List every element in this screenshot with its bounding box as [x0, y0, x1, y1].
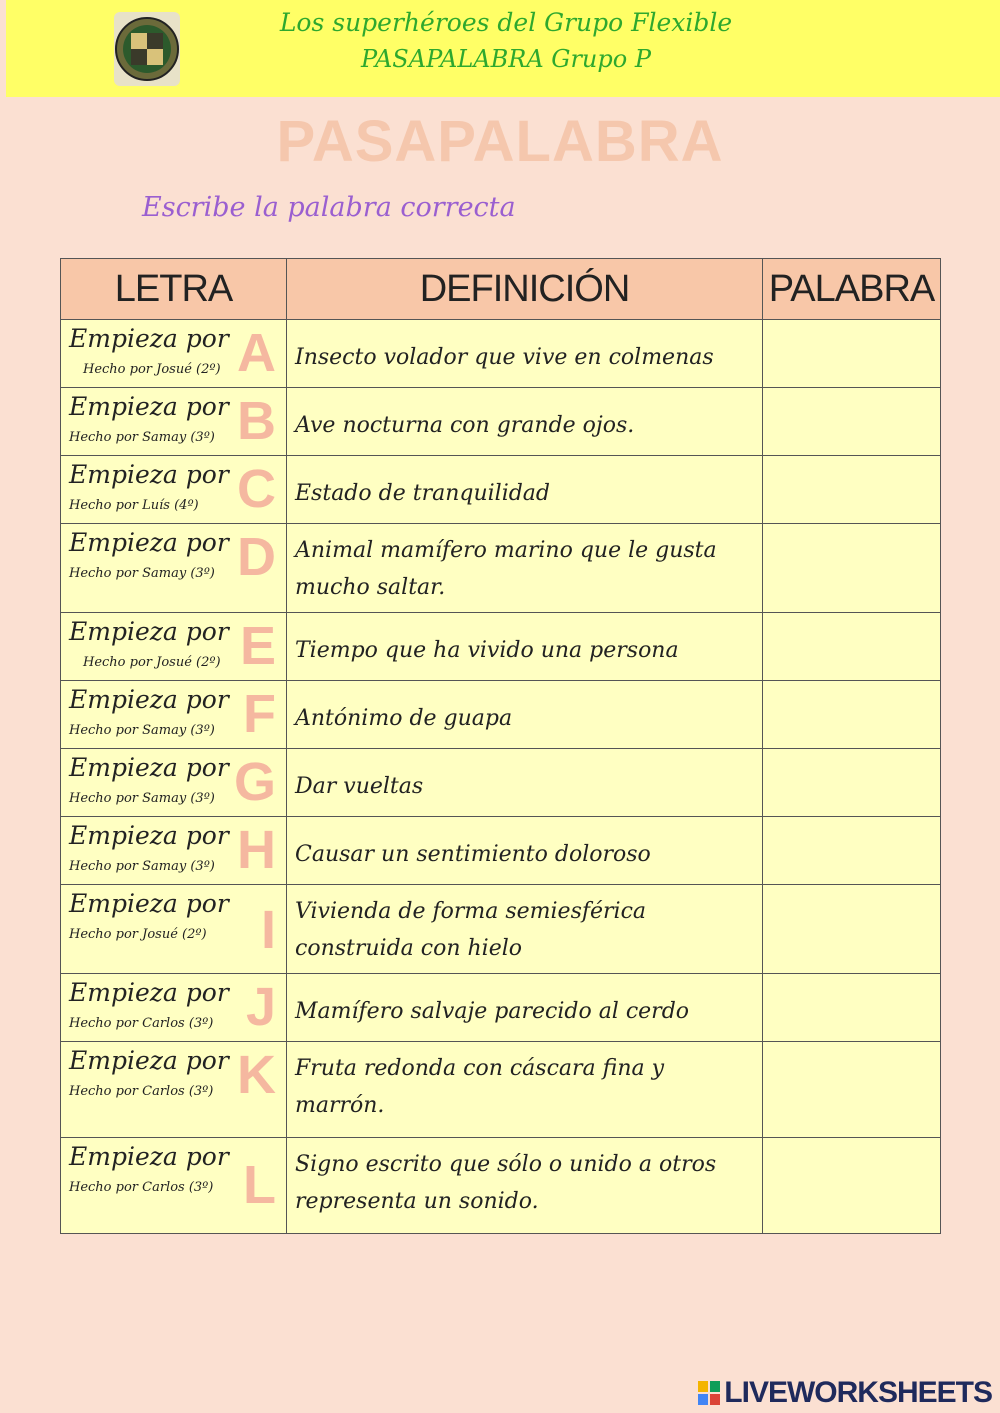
answer-cell[interactable] [763, 1042, 941, 1138]
empieza-label: Empieza por [69, 617, 229, 646]
letter-label: D [237, 527, 276, 587]
answer-cell[interactable] [763, 388, 941, 456]
letra-cell [61, 613, 287, 681]
definition-cell: Insecto volador que vive en colmenas [287, 320, 763, 388]
table-row [61, 456, 941, 524]
empieza-label: Empieza por [69, 821, 229, 850]
empieza-label: Empieza por [69, 889, 229, 918]
letra-cell [61, 524, 287, 613]
header-banner [6, 0, 1000, 97]
letra-cell [61, 817, 287, 885]
letter-label: I [260, 900, 276, 960]
empieza-label: Empieza por [69, 753, 229, 782]
answer-cell[interactable] [763, 681, 941, 749]
definition-cell: Estado de tranquilidad [287, 456, 763, 524]
column-header-letra: LETRA [61, 259, 287, 320]
definition-cell: Ave nocturna con grande ojos. [287, 388, 763, 456]
definition-cell: Dar vueltas [287, 749, 763, 817]
table-row [61, 1138, 941, 1234]
letra-cell [61, 885, 287, 974]
definition-cell: Antónimo de guapa [287, 681, 763, 749]
definition-cell: Vivienda de forma semiesférica construida con hielo [287, 885, 763, 974]
column-header-palabra: PALABRA [763, 259, 941, 320]
table-header-row [61, 259, 941, 320]
table-row [61, 885, 941, 974]
empieza-label: Empieza por [69, 392, 229, 421]
table-row [61, 974, 941, 1042]
table-row [61, 681, 941, 749]
table-row [61, 524, 941, 613]
answer-cell[interactable] [763, 885, 941, 974]
definition-cell: Tiempo que ha vivido una persona [287, 613, 763, 681]
letra-cell [61, 749, 287, 817]
answer-cell[interactable] [763, 456, 941, 524]
page-title: PASAPALABRA [276, 109, 724, 174]
letter-label: J [245, 977, 276, 1037]
author-label: Hecho por Josué (2º) [83, 655, 221, 670]
empieza-label: Empieza por [69, 1142, 229, 1171]
answer-cell[interactable] [763, 817, 941, 885]
author-label: Hecho por Samay (3º) [69, 430, 215, 445]
letter-label: C [237, 459, 276, 519]
letter-label: L [243, 1155, 276, 1215]
letra-cell [61, 320, 287, 388]
author-label: Hecho por Josué (2º) [83, 362, 221, 377]
empieza-label: Empieza por [69, 1046, 229, 1075]
letra-cell [61, 388, 287, 456]
pasapalabra-table [60, 258, 941, 1234]
liveworksheets-watermark[interactable]: LIVEWORKSHEETS [724, 1376, 992, 1409]
header-title: Los superhéroes del Grupo Flexible [279, 8, 733, 37]
letter-label: B [237, 391, 276, 451]
answer-cell[interactable] [763, 1138, 941, 1234]
answer-cell[interactable] [763, 524, 941, 613]
author-label: Hecho por Samay (3º) [69, 566, 215, 581]
empieza-label: Empieza por [69, 324, 229, 353]
table-row [61, 1042, 941, 1138]
empieza-label: Empieza por [69, 685, 229, 714]
definition-cell: Mamífero salvaje parecido al cerdo [287, 974, 763, 1042]
author-label: Hecho por Carlos (3º) [69, 1180, 214, 1195]
column-header-definicion: DEFINICIÓN [287, 259, 763, 320]
table-row [61, 388, 941, 456]
empieza-label: Empieza por [69, 460, 229, 489]
letra-cell [61, 456, 287, 524]
empieza-label: Empieza por [69, 978, 229, 1007]
letter-label: K [237, 1045, 276, 1105]
author-label: Hecho por Samay (3º) [69, 723, 215, 738]
answer-cell[interactable] [763, 974, 941, 1042]
definition-cell: Causar un sentimiento doloroso [287, 817, 763, 885]
answer-cell[interactable] [763, 320, 941, 388]
letter-label: A [237, 323, 276, 383]
liveworksheets-logo-icon [698, 1381, 720, 1405]
letter-label: G [233, 752, 276, 812]
author-label: Hecho por Carlos (3º) [69, 1084, 214, 1099]
table-row [61, 817, 941, 885]
table-row [61, 749, 941, 817]
empieza-label: Empieza por [69, 528, 229, 557]
author-label: Hecho por Samay (3º) [69, 859, 215, 874]
answer-cell[interactable] [763, 613, 941, 681]
letter-label: F [243, 684, 276, 744]
letter-label: E [239, 616, 276, 676]
letra-cell [61, 1138, 287, 1234]
letra-cell [61, 1042, 287, 1138]
table-row [61, 320, 941, 388]
instruction-text: Escribe la palabra correcta [142, 192, 516, 223]
header-subtitle: PASAPALABRA Grupo P [361, 45, 651, 73]
author-label: Hecho por Josué (2º) [69, 927, 207, 942]
author-label: Hecho por Luís (4º) [69, 498, 199, 513]
letra-cell [61, 974, 287, 1042]
letter-label: H [237, 820, 276, 880]
letra-cell [61, 681, 287, 749]
answer-cell[interactable] [763, 749, 941, 817]
definition-cell: Signo escrito que sólo o unido a otros representa un sonido. [287, 1138, 763, 1234]
definition-cell: Animal mamífero marino que le gusta mucho saltar. [287, 524, 763, 613]
definition-cell: Fruta redonda con cáscara fina y marrón. [287, 1042, 763, 1138]
author-label: Hecho por Samay (3º) [69, 791, 215, 806]
table-row [61, 613, 941, 681]
author-label: Hecho por Carlos (3º) [69, 1016, 214, 1031]
